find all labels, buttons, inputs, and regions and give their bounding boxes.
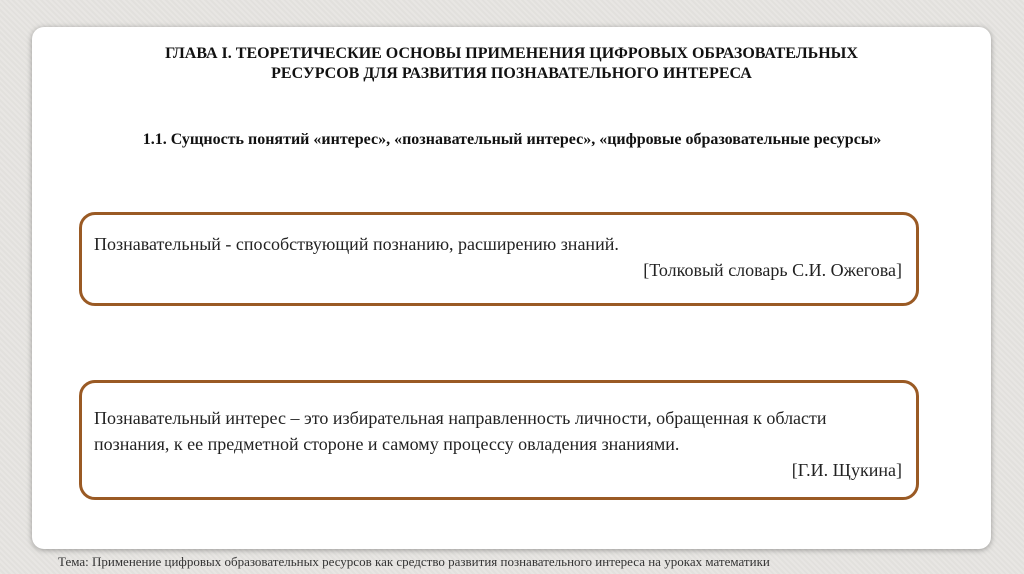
chapter-title: ГЛАВА I. ТЕОРЕТИЧЕСКИЕ ОСНОВЫ ПРИМЕНЕНИЯ ЦИФРОВЫХ ОБРАЗОВАТЕЛЬНЫХ РЕСУРСОВ ДЛЯ РАЗВИТИЯ ПОЗНАВАТЕЛЬНОГО ИНТЕРЕСА	[165, 45, 858, 82]
definition-source: [Г.И. Щукина]	[791, 460, 902, 480]
definition-text: Познавательный - способствующий познанию, расширению знаний.	[94, 234, 619, 254]
definition-box-cognitive	[79, 212, 919, 306]
definition-box-cognitive-interest	[79, 380, 919, 500]
footer-topic: Тема: Применение цифровых образовательных ресурсов как средство развития познавательного интереса на уроках математики	[58, 554, 770, 569]
slide-card	[32, 27, 991, 549]
definition-source: [Толковый словарь С.И. Ожегова]	[643, 260, 902, 280]
section-title: 1.1. Сущность понятий «интерес», «познавательный интерес», «цифровые образовательные ресурсы»	[142, 131, 882, 148]
definition-text: Познавательный интерес – это избирательная направленность личности, обращенная к области познания, к ее предметной стороне и самому процессу овладения знаниями.	[94, 408, 827, 454]
